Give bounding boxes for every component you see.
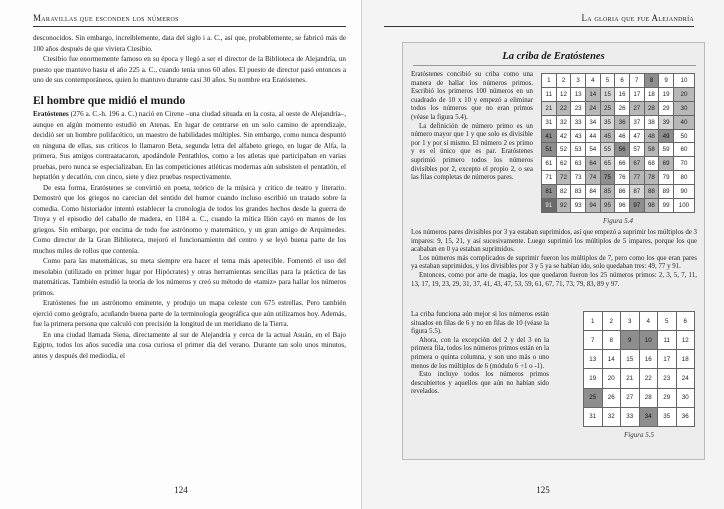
paragraph: Ahora, con la excepción del 2 y del 3 en la primera fila, todos los números primos están en la primera o quinta columna, y son uno más o uno menos de los múltiplos de 6 (módulo 6 +1 o -1). (411, 336, 549, 370)
running-head-right: La gloria que fue Alejandría (384, 13, 694, 27)
grid-cell: 59 (659, 143, 674, 157)
paragraph: Eratóstenes fue un astrónomo eminente, y produjo un mapa celeste con 675 estrellas. Pero también ejerció como geógrafo, acuñando buena parte de la terminología geográfica que aún utilizamos hoy. Además, fue la primera persona que calculó con precisión la longitud de un meridiano de la Tierra. (33, 299, 346, 328)
lead-term: Eratóstenes (33, 110, 69, 118)
grid-cell: 14 (585, 87, 600, 101)
running-head-left: Maravillas que esconden los números (33, 13, 346, 27)
grid-cell: 33 (571, 115, 586, 129)
grid-cell: 19 (584, 369, 603, 388)
grid-cell: 10 (673, 74, 694, 88)
grid-cell: 88 (644, 185, 659, 199)
grid-cell: 35 (600, 115, 615, 129)
grid-cell: 54 (585, 143, 600, 157)
paragraph: Esto incluye todos los números primos descubiertos y aquellos que aún no habían sido revelados. (411, 371, 549, 396)
grid-cell: 80 (673, 171, 694, 185)
grid-cell: 25 (584, 388, 603, 407)
grid-cell: 44 (585, 129, 600, 143)
figure-5-5-caption: Figura 5.5 (624, 431, 654, 439)
grid-cell: 77 (629, 171, 644, 185)
grid-cell: 17 (658, 350, 677, 369)
grid-cell: 93 (571, 199, 586, 213)
grid-cell: 32 (556, 115, 571, 129)
grid-cell: 2 (602, 312, 621, 331)
grid-cell: 79 (659, 171, 674, 185)
grid-cell: 62 (556, 157, 571, 171)
grid-row (542, 74, 695, 88)
grid-cell: 13 (571, 87, 586, 101)
grid-row (542, 115, 695, 129)
grid-cell: 23 (571, 101, 586, 115)
section-heading: El hombre que midió el mundo (33, 94, 186, 107)
grid-cell: 5 (658, 312, 677, 331)
sieve-grid-6-columns (583, 311, 695, 427)
grid-cell: 9 (659, 74, 674, 88)
grid-cell: 16 (639, 350, 658, 369)
grid-cell: 64 (585, 157, 600, 171)
grid-cell: 24 (676, 369, 695, 388)
grid-cell: 24 (585, 101, 600, 115)
grid-cell: 95 (600, 199, 615, 213)
grid-cell: 22 (639, 369, 658, 388)
grid-cell: 30 (676, 388, 695, 407)
grid-row (542, 143, 695, 157)
grid-cell: 76 (615, 171, 630, 185)
sieve-text-lower (411, 311, 549, 397)
grid-cell: 57 (629, 143, 644, 157)
grid-cell: 65 (600, 157, 615, 171)
grid-cell: 36 (615, 115, 630, 129)
grid-cell: 4 (585, 74, 600, 88)
paragraph: La criba funciona aún mejor si los números están situados en filas de 6 y no en filas de 10 (véase la figura 5.5). (411, 311, 549, 336)
grid-cell: 51 (542, 143, 557, 157)
paragraph: desconocidos. Sin embargo, increíblemente, data del siglo i a. C., así que, probablemente, se fabricó más de 100 años después de que viviera Ctesibio. (33, 34, 346, 53)
grid-cell: 39 (659, 115, 674, 129)
paragraph: De esta forma, Eratóstenes se convirtió en poeta, teórico de la música y crítico de teatro y literario. Demostró que los griegos no carecían del sentido del humor cuando incluso escribió un tratado sobre la comedia. Como historiador intentó establecer la cronología de todos los grandes hechos desde la guerra de Troya y el episodio del caballo de madera, en 1184 a. C., cuando la mítica Ilión cayó en manos de los griegos. Sin embargo, por encima de todo fue astrónomo y matemático, y un gran amigo de Arquímedes. Como director de la Gran Biblioteca, mejoró el funcionamiento del centro y se leyó buena parte de los muchos miles de rollos que contenía. (33, 183, 346, 255)
grid-cell: 84 (585, 185, 600, 199)
grid-cell: 1 (542, 74, 557, 88)
grid-cell: 60 (673, 143, 694, 157)
grid-cell: 15 (600, 87, 615, 101)
grid-cell: 98 (644, 199, 659, 213)
grid-cell: 66 (615, 157, 630, 171)
paragraph (33, 109, 346, 183)
grid-cell: 27 (629, 101, 644, 115)
grid-cell: 20 (673, 87, 694, 101)
grid-cell: 7 (584, 331, 603, 350)
grid-cell: 3 (571, 74, 586, 88)
grid-cell: 37 (629, 115, 644, 129)
grid-row (542, 171, 695, 185)
grid-cell: 55 (600, 143, 615, 157)
grid-cell: 92 (556, 199, 571, 213)
grid-cell: 38 (644, 115, 659, 129)
grid-cell: 33 (621, 407, 640, 426)
grid-cell: 1 (584, 312, 603, 331)
sieve-text-upper (411, 71, 533, 183)
grid-cell: 18 (676, 350, 695, 369)
grid-cell: 7 (629, 74, 644, 88)
grid-cell: 21 (542, 101, 557, 115)
page-number-left: 124 (174, 485, 188, 495)
paragraph-text: (276 a. C.-h. 196 a. C.) nació en Cirene –una ciudad situada en la costa, al oeste de Alejandría–, aunque en algún momento estudió en Atenas. En lugar de centrarse en un solo camino de aprendizaje, decidió ser un hombre polifacético, un maestro de habilidades múltiples. Sin embargo, como nunca despuntó en ninguna de ellas, sus críticos lo llamaron Beta, segunda letra del alfabeto griego, en lugar de Alfa, la primera. Sus amigos contraatacaron, apodándole Pentathlos, como a los atletas que participaban en varias pruebas, pero nunca se especializaban. En las competiciones atléticas modernas aún subsisten el pentatlón, el heptatlón y decatlón, con cinco, siete y diez pruebas respectivamente. (33, 110, 346, 181)
paragraph: En una ciudad llamada Siena, directamente al sur de Alejandría y cerca de la actual Asuán, en el Bajo Egipto, todos los años sucedía una cosa curiosa el primer día del verano. Durante tan solo unos minutos, antes y después del mediodía, el (33, 330, 346, 360)
paragraph: Los números pares divisibles por 3 ya estaban suprimidos, así que empezó a suprimir los múltiplos de 3 impares: 9, 15, 21, y así sucesivamente. Luego suprimió los múltiplos de 5 impares, porque los que acababan en 0 ya estaban suprimidos. (411, 229, 697, 254)
grid-cell: 52 (556, 143, 571, 157)
grid-cell: 3 (621, 312, 640, 331)
grid-cell: 27 (621, 388, 640, 407)
grid-cell: 32 (602, 407, 621, 426)
grid-cell: 31 (584, 407, 603, 426)
grid-cell: 34 (639, 407, 658, 426)
grid-cell: 11 (542, 87, 557, 101)
grid-cell: 36 (676, 407, 695, 426)
grid-cell: 81 (542, 185, 557, 199)
left-body-text (33, 33, 346, 361)
page-number-right: 125 (536, 485, 550, 495)
grid-cell: 94 (585, 199, 600, 213)
grid-cell: 9 (621, 331, 640, 350)
grid-cell: 25 (600, 101, 615, 115)
grid-cell: 17 (629, 87, 644, 101)
grid-cell: 31 (542, 115, 557, 129)
grid-cell: 35 (658, 407, 677, 426)
grid-cell: 67 (629, 157, 644, 171)
grid-cell: 2 (556, 74, 571, 88)
grid-cell: 63 (571, 157, 586, 171)
grid-cell: 8 (602, 331, 621, 350)
grid-cell: 8 (644, 74, 659, 88)
grid-cell: 6 (615, 74, 630, 88)
grid-cell: 49 (659, 129, 674, 143)
paragraph: Los números más complicados de suprimir fueron los múltiplos de 7, pero como los que eran pares ya estaban suprimidos, y los divisibles por 3 y 5 ya se habían ido, solo quedaban tres: 49, 77 y 91. (411, 254, 697, 271)
grid-cell: 40 (673, 115, 694, 129)
grid-cell: 13 (584, 350, 603, 369)
grid-cell: 74 (585, 171, 600, 185)
grid-row (542, 87, 695, 101)
grid-row (542, 199, 695, 213)
paragraph: Ctesibio fue enormemente famoso en su época y llegó a ser el director de la Biblioteca de Alejandría, un puesto que mantuvo hasta el año 225 a. C., cuando tenía unos 60 años. El puesto de director pasó entonces a uno de sus contemporáneos, quien lo mantuvo durante casi 30 años. Su nombre era Eratóstenes. (33, 55, 346, 84)
grid-row (542, 101, 695, 115)
grid-cell: 20 (602, 369, 621, 388)
grid-cell: 28 (644, 101, 659, 115)
grid-cell: 100 (673, 199, 694, 213)
paragraph: Como para las matemáticas, su meta siempre era hacer el tema más apetecible. Fomentó el uso del mesolabio (utilizado en primer lugar por Hipócrates) y otras herramientas sencillas para la práctica de las matemáticas. También estudió la teoría de los números y creó su método de «tamiz» para hallar los números primos. (33, 257, 346, 297)
grid-row (584, 407, 695, 426)
grid-cell: 10 (639, 331, 658, 350)
grid-cell: 90 (673, 185, 694, 199)
grid-cell: 99 (659, 199, 674, 213)
grid-cell: 71 (542, 171, 557, 185)
grid-cell: 21 (621, 369, 640, 388)
box-title: La criba de Eratóstenes (502, 51, 605, 62)
grid-cell: 82 (556, 185, 571, 199)
grid-cell: 56 (615, 143, 630, 157)
grid-row (584, 350, 695, 369)
grid-row (542, 157, 695, 171)
grid-row (542, 185, 695, 199)
grid-cell: 14 (602, 350, 621, 369)
grid-cell: 73 (571, 171, 586, 185)
grid-cell: 4 (639, 312, 658, 331)
grid-cell: 97 (629, 199, 644, 213)
grid-cell: 45 (600, 129, 615, 143)
grid-cell: 34 (585, 115, 600, 129)
grid-cell: 53 (571, 143, 586, 157)
paragraph: Eratóstenes concibió su criba como una manera de hallar los números primos. Escribió los primeros 100 números en un cuadrado de 10 x 10 y empezó a eliminar todos los números que no eran primos (véase la figura 5.4). (411, 71, 533, 121)
grid-cell: 46 (615, 129, 630, 143)
grid-cell: 29 (658, 388, 677, 407)
grid-cell: 43 (571, 129, 586, 143)
grid-cell: 86 (615, 185, 630, 199)
grid-cell: 26 (602, 388, 621, 407)
grid-cell: 83 (571, 185, 586, 199)
grid-row (584, 331, 695, 350)
grid-row (584, 312, 695, 331)
sieve-sidebar-box (402, 42, 705, 460)
grid-cell: 12 (556, 87, 571, 101)
grid-cell: 29 (659, 101, 674, 115)
grid-cell: 50 (673, 129, 694, 143)
grid-cell: 12 (676, 331, 695, 350)
grid-cell: 61 (542, 157, 557, 171)
grid-cell: 28 (639, 388, 658, 407)
grid-cell: 89 (659, 185, 674, 199)
grid-row (584, 388, 695, 407)
grid-cell: 11 (658, 331, 677, 350)
figure-5-4-caption: Figura 5.4 (603, 217, 633, 225)
grid-cell: 47 (629, 129, 644, 143)
grid-cell: 41 (542, 129, 557, 143)
sieve-grid-10x10 (541, 73, 695, 213)
grid-cell: 42 (556, 129, 571, 143)
paragraph: Entonces, como por arte de magia, los que quedaron fueron los 25 números primos: 2, 3, 5, 7, 11, 13, 17, 19, 23, 29, 31, 37, 41, 43, 47, 53, 59, 61, 67, 71, 73, 79, 83, 89 y 97. (411, 271, 697, 288)
grid-cell: 6 (676, 312, 695, 331)
grid-cell: 5 (600, 74, 615, 88)
grid-cell: 87 (629, 185, 644, 199)
grid-row (584, 369, 695, 388)
paragraph: La definición de número primo es un número mayor que 1 y que solo es divisible por 1 y por sí mismo. El número 2 es primo y es el único que es par. Eratóstenes suprimió primero todos los números divisibles por 2, excepto el propio 2, o sea las filas completas de números pares. (411, 122, 533, 182)
grid-cell: 23 (658, 369, 677, 388)
grid-cell: 48 (644, 129, 659, 143)
grid-cell: 78 (644, 171, 659, 185)
grid-cell: 19 (659, 87, 674, 101)
grid-cell: 30 (673, 101, 694, 115)
grid-cell: 75 (600, 171, 615, 185)
grid-cell: 18 (644, 87, 659, 101)
title-divider (413, 65, 696, 66)
grid-cell: 96 (615, 199, 630, 213)
sieve-text-middle (411, 229, 697, 289)
grid-cell: 58 (644, 143, 659, 157)
grid-cell: 91 (542, 199, 557, 213)
grid-cell: 69 (659, 157, 674, 171)
grid-cell: 16 (615, 87, 630, 101)
grid-cell: 22 (556, 101, 571, 115)
grid-cell: 68 (644, 157, 659, 171)
grid-cell: 70 (673, 157, 694, 171)
grid-cell: 85 (600, 185, 615, 199)
grid-cell: 72 (556, 171, 571, 185)
grid-row (542, 129, 695, 143)
grid-cell: 26 (615, 101, 630, 115)
grid-cell: 15 (621, 350, 640, 369)
